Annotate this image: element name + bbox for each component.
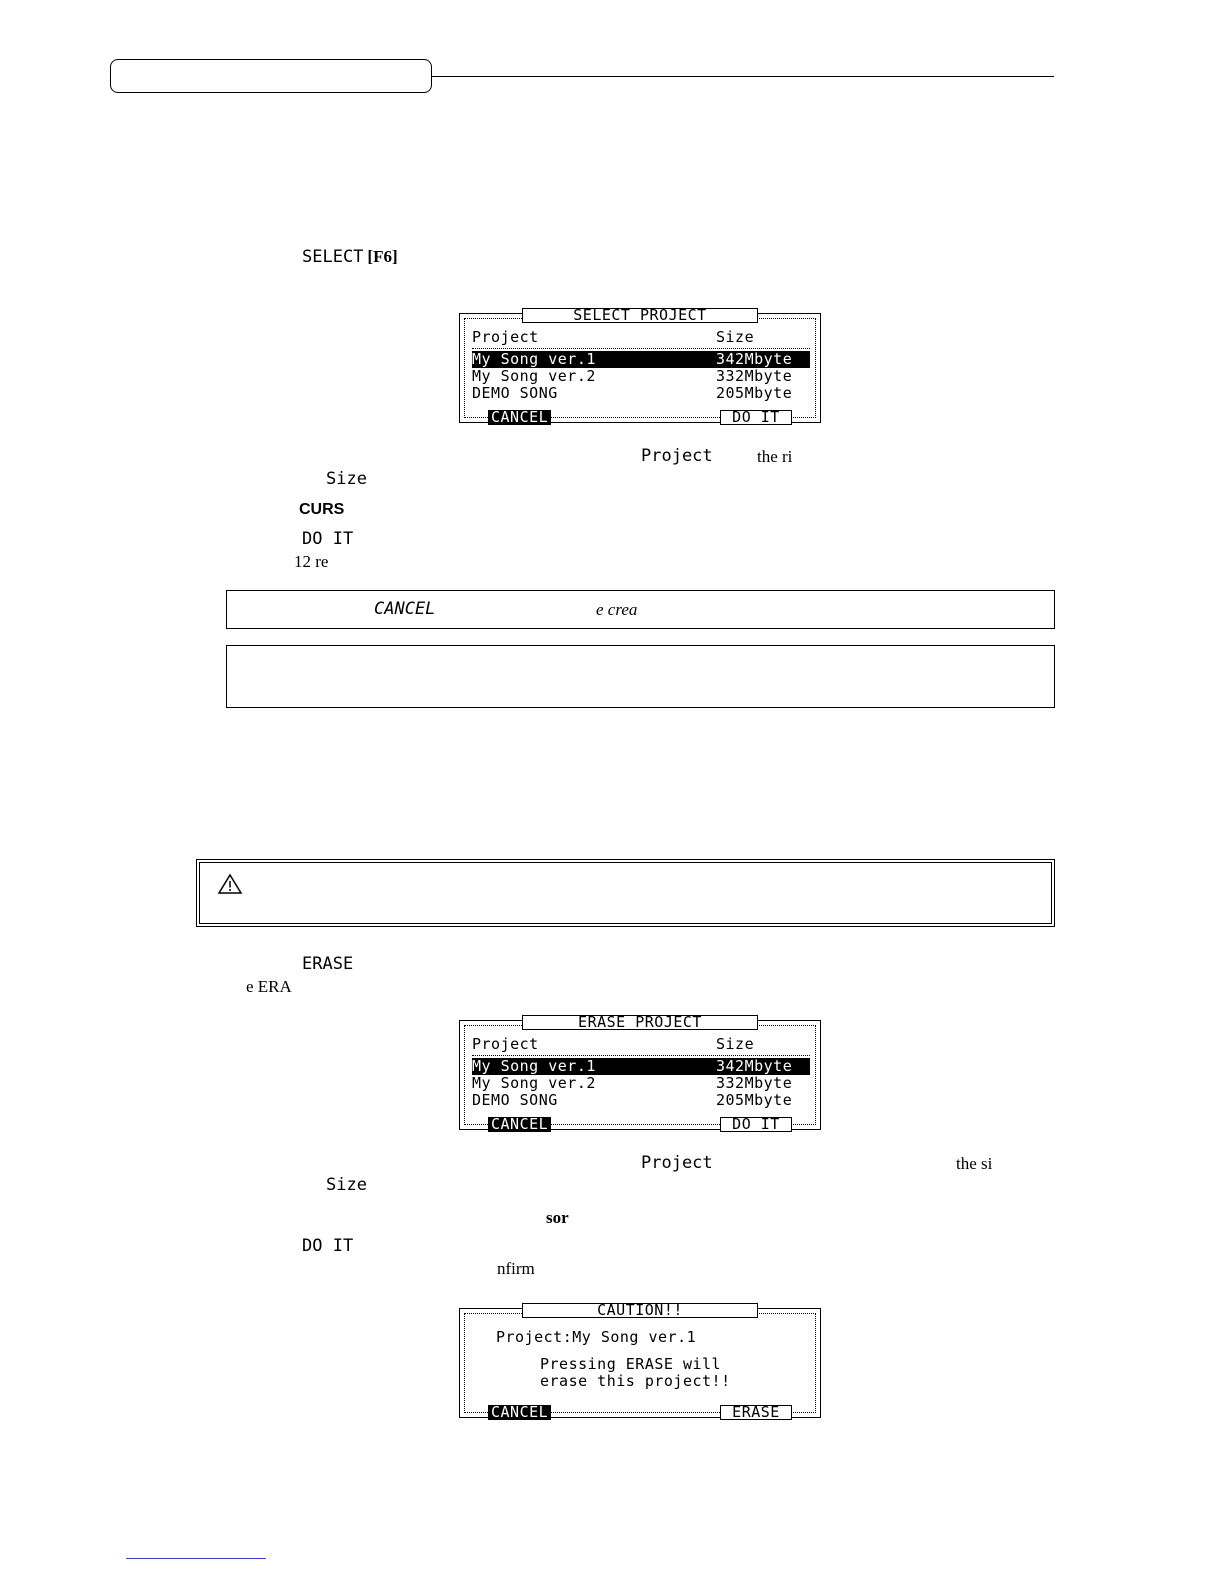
cancel-button[interactable]: CANCEL xyxy=(488,410,551,425)
caution-screen xyxy=(459,1301,821,1421)
lcd-title: CAUTION!! xyxy=(522,1303,758,1318)
caution-message-line: Pressing ERASE will xyxy=(540,1355,722,1373)
do-it-term: DO IT xyxy=(302,1236,354,1256)
note-box xyxy=(226,645,1055,708)
f6-key-label: [F6] xyxy=(367,247,398,266)
lcd-header-row xyxy=(472,329,810,346)
erase-project-screen xyxy=(459,1013,821,1133)
select-key-label: SELECT xyxy=(302,247,364,267)
header-rule xyxy=(432,76,1054,77)
project-term: Project xyxy=(641,446,713,466)
project-name: My Song ver.2 xyxy=(472,367,596,385)
lcd-separator xyxy=(472,348,810,349)
project-name: My Song ver.1 xyxy=(472,350,596,368)
do-it-term: DO IT xyxy=(302,529,354,549)
header-project: Project xyxy=(472,328,539,346)
lcd-title: ERASE PROJECT xyxy=(522,1015,758,1030)
cancel-button[interactable]: CANCEL xyxy=(488,1117,551,1132)
project-name: DEMO SONG xyxy=(472,1091,558,1109)
text-fragment: the si xyxy=(956,1154,993,1173)
cancel-button[interactable]: CANCEL xyxy=(488,1405,551,1420)
project-row[interactable] xyxy=(472,385,810,402)
header-size: Size xyxy=(716,328,755,346)
size-term: Size xyxy=(326,469,367,489)
warning-triangle-icon xyxy=(217,873,243,895)
do-it-button[interactable]: DO IT xyxy=(720,410,792,425)
project-size: 205Mbyte xyxy=(716,1091,793,1109)
footer-rule xyxy=(126,1558,266,1559)
project-row[interactable] xyxy=(472,1075,810,1092)
lcd-title: SELECT PROJECT xyxy=(522,308,758,323)
section-header-tab xyxy=(110,59,432,93)
project-term: Project xyxy=(641,1153,713,1173)
text-fragment: nfirm xyxy=(497,1259,535,1278)
project-size: 205Mbyte xyxy=(716,384,793,402)
project-size: 342Mbyte xyxy=(716,1057,793,1075)
curs-term: CURS xyxy=(299,501,345,518)
do-it-button[interactable]: DO IT xyxy=(720,1117,792,1132)
caution-message-line: erase this project!! xyxy=(540,1372,731,1390)
text-fragment: the ri xyxy=(757,447,793,466)
select-key-line xyxy=(302,247,398,267)
project-size: 332Mbyte xyxy=(716,1074,793,1092)
project-name: My Song ver.2 xyxy=(472,1074,596,1092)
project-name: DEMO SONG xyxy=(472,384,558,402)
project-row[interactable] xyxy=(472,368,810,385)
select-project-screen xyxy=(459,306,821,426)
project-name: My Song ver.1 xyxy=(472,1057,596,1075)
size-term: Size xyxy=(326,1175,367,1195)
project-size: 342Mbyte xyxy=(716,350,793,368)
cancel-term: CANCEL xyxy=(374,599,436,619)
erase-button[interactable]: ERASE xyxy=(720,1405,792,1420)
erase-key-label: ERASE xyxy=(302,954,354,974)
text-fragment: e crea xyxy=(596,600,638,619)
note-box xyxy=(226,590,1055,629)
caution-project-line: Project:My Song ver.1 xyxy=(496,1328,697,1346)
text-fragment: e ERA xyxy=(246,977,292,996)
text-fragment: sor xyxy=(546,1208,569,1227)
project-size: 332Mbyte xyxy=(716,367,793,385)
header-project: Project xyxy=(472,1035,539,1053)
text-fragment: 12 re xyxy=(294,552,329,571)
project-row[interactable] xyxy=(472,1092,810,1109)
lcd-separator xyxy=(472,1055,810,1056)
project-row[interactable] xyxy=(472,1058,810,1075)
project-row[interactable] xyxy=(472,351,810,368)
lcd-header-row xyxy=(472,1036,810,1053)
header-size: Size xyxy=(716,1035,755,1053)
warning-box xyxy=(196,859,1055,927)
